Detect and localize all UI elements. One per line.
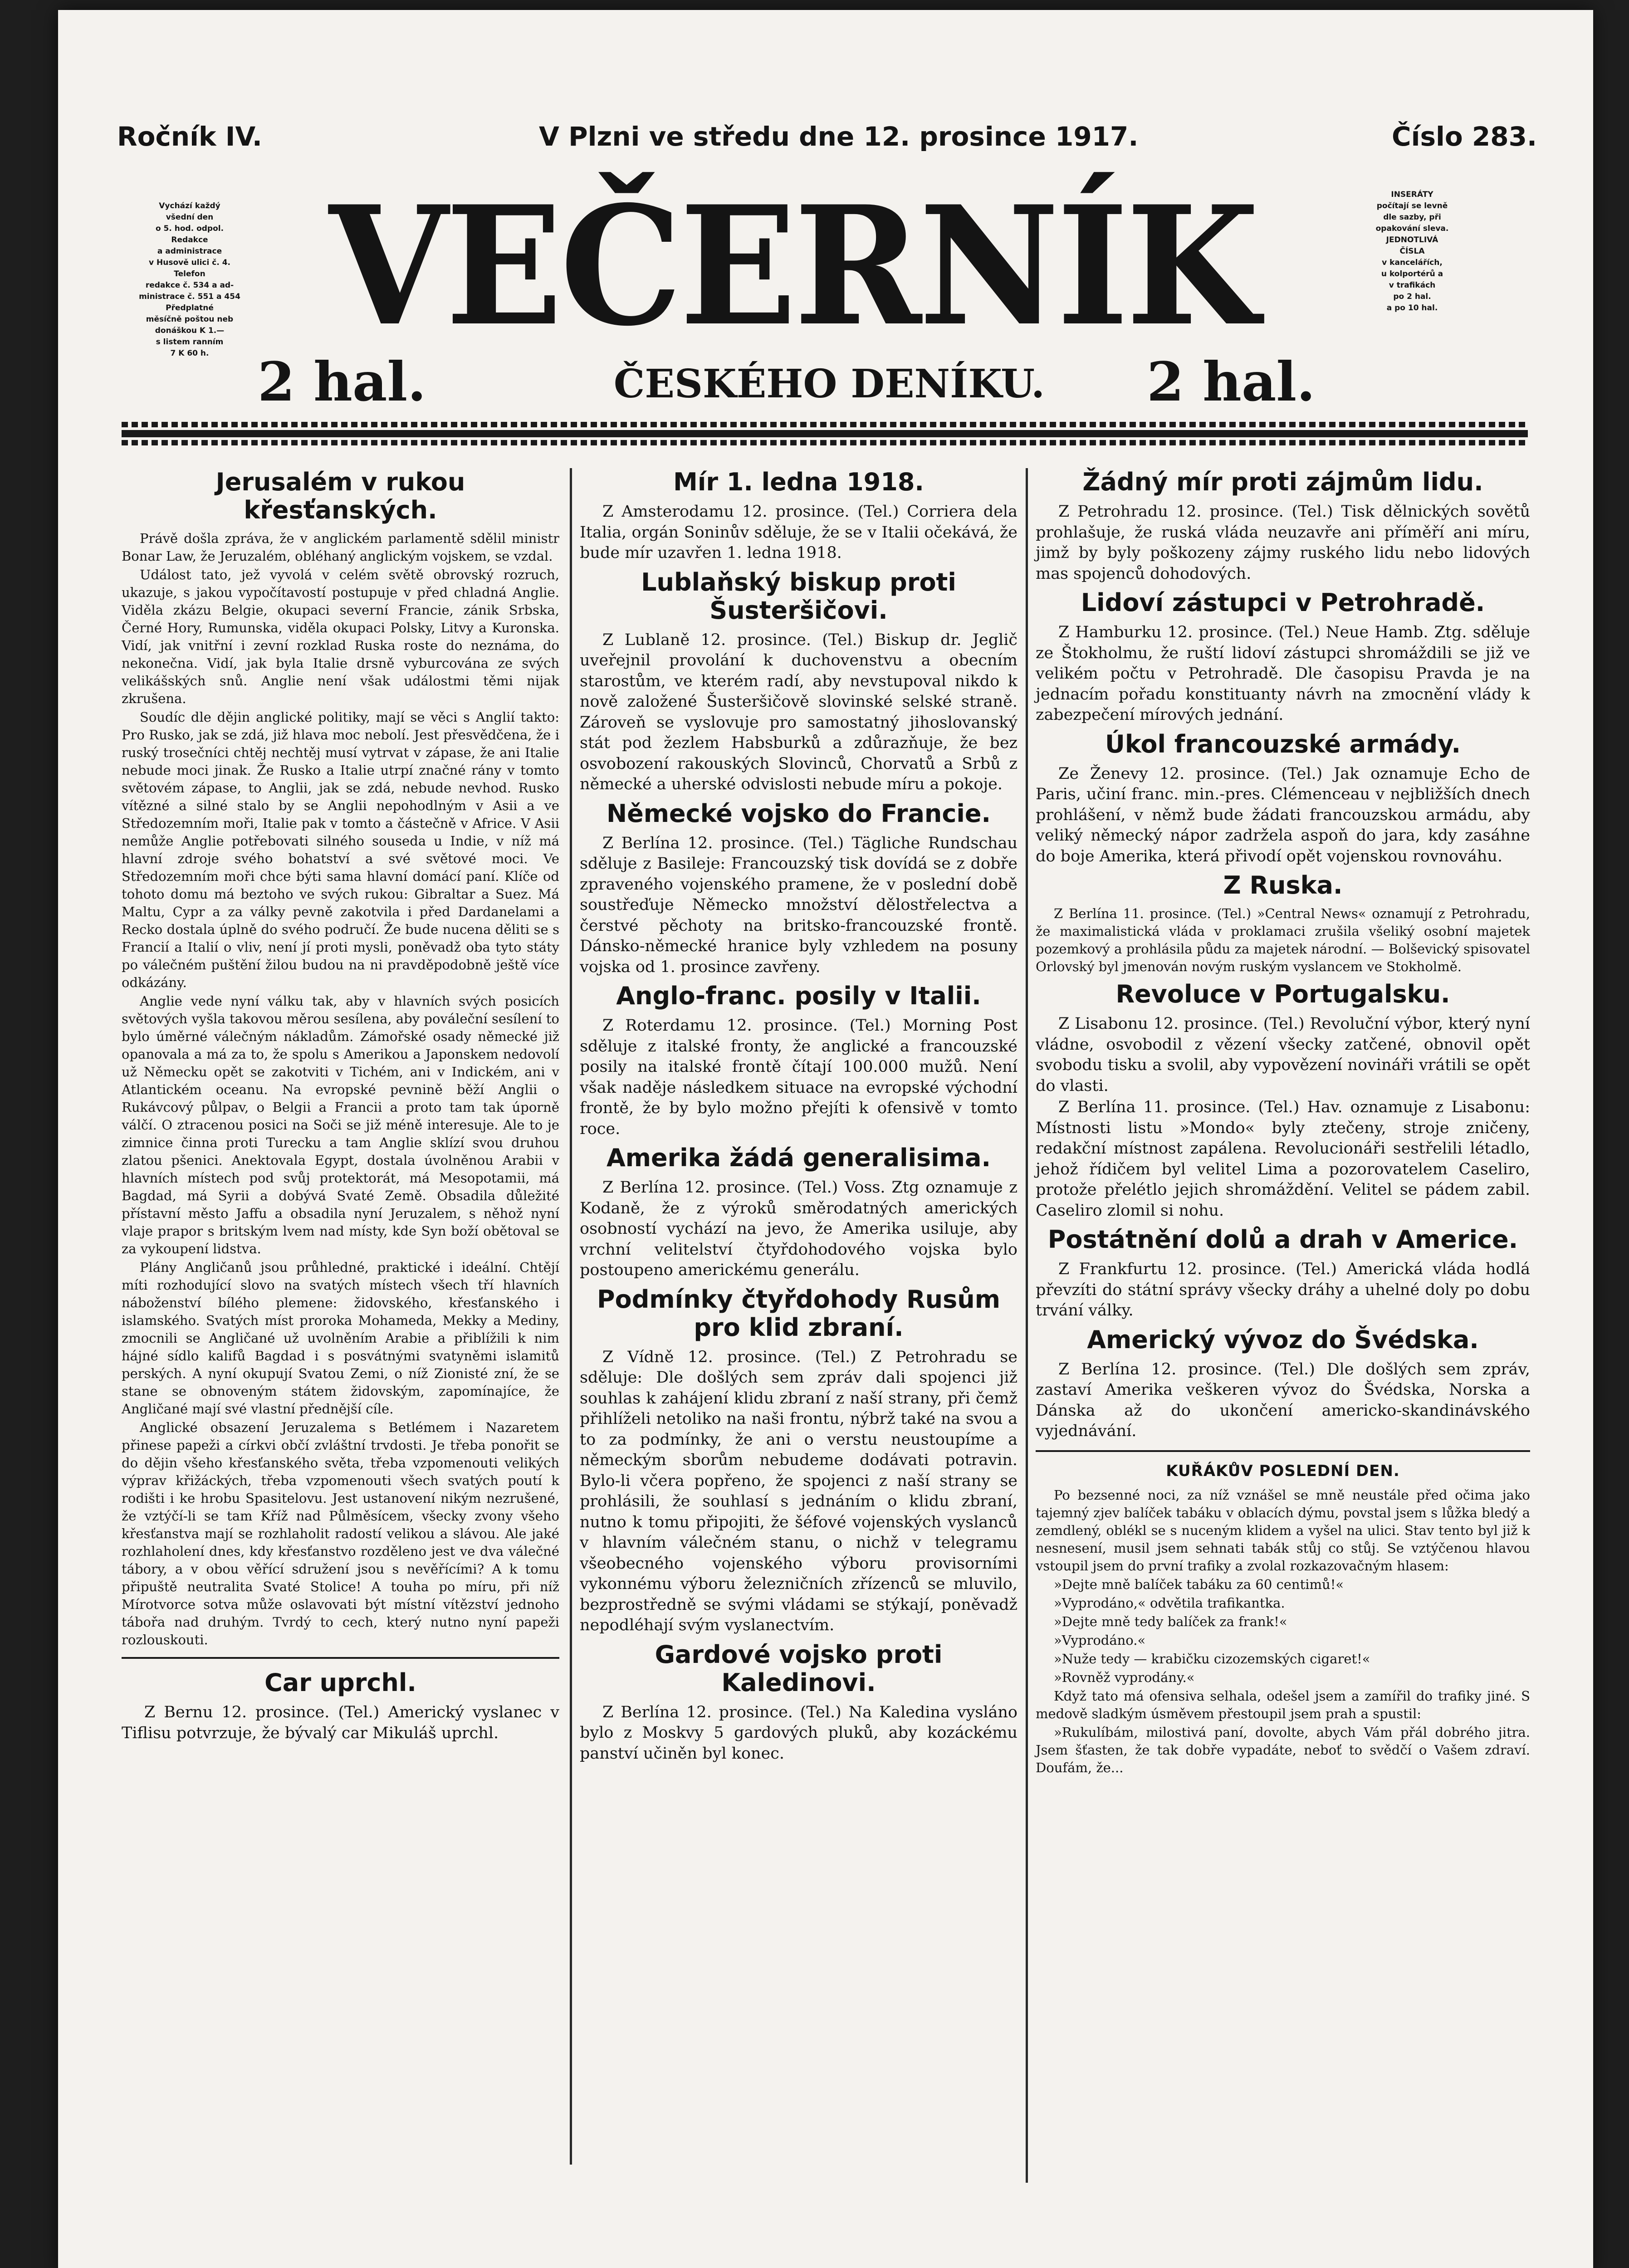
info-line: a po 10 hal. (1386, 303, 1438, 313)
article-paragraph: Z Berlína 11. prosince. (Tel.) Hav. oznamuje z Lisabonu: Místnosti listu »Mondo« byly ztečeny, stroje zničeny, redakční místnost zapálena. Revolucionáři sestřelili létadlo, jehož řídičem byl velitel Lima a pozorovatelem Caseliro, protože přelétlo jejich shromáždění. Velitel se pádem zabil. Caseliro zlomil si nohu. (1036, 1098, 1530, 1220)
article-paragraph: »Dejte mně balíček tabáku za 60 centimů!« (1054, 1576, 1344, 1592)
article-title: Úkol francouzské armády. (1105, 729, 1461, 758)
info-line: a administrace (157, 247, 222, 256)
article-paragraph: Když tato má ofensiva selhala, odešel jsem a zamířil do trafiky jiné. S medově sladkým úsměvem přestoupil jsem prah a spustil: (1036, 1688, 1530, 1721)
article-mir (580, 468, 1018, 564)
article-revoluce-portugalsko (1036, 980, 1530, 1221)
article-paragraph: Právě došla zpráva, že v anglickém parlamentě sdělil ministr Bonar Law, že Jeruzalém, obléhaný anglickým vojskem, se vzdal. (122, 531, 559, 564)
article-postatneni (1036, 1226, 1530, 1321)
column-3 (1036, 468, 1530, 1781)
article-paragraph: »Rukulíbám, milostivá paní, dovolte, abych Vám přál dobrého jitra. Jsem šťasten, že tak dobře vypadáte, neboť to svědčí o Vašem zdraví. Doufám, že... (1036, 1724, 1530, 1775)
article-paragraph: Z Berlína 12. prosince. (Tel.) Dle došlých sem zpráv, zastaví Amerika veškeren vývoz do Švédska, Norska a Dánska až do ukončení americko-skandinávského vyjednávání. (1036, 1360, 1530, 1440)
article-title: Revoluce v Portugalsku. (1115, 980, 1450, 1008)
article-title: Lublaňský biskup proti Šusteršičovi. (641, 567, 956, 625)
column-rule-1 (570, 468, 572, 2165)
article-paragraph: Z Vídně 12. prosince. (Tel.) Z Petrohradu se sděluje: Dle došlých sem zpráv dali spojenci již souhlas k zahájení klidu zbraní z naší strany, při čemž přihlíželi netoliko na naši frontu, nýbrž také na svou a to za podmínky, že ani o verstu neustoupíme a německým sborům nebudeme dodávati potravin. Bylo-li včera popřeno, že spojenci z naší strany se prohlásili, že souhlasí s jednáním o klidu zbraní, nutno k tomu připojiti, že šéfové vojenských vyslanců v hlavním válečném stanu, o nichž v telegramu všeobecného vojenského výboru provisorními vykonnému výboru železničních zřízenců se mluvilo, bezprostředně se svými vládami se stýkají, poněvadž nepodléhají svým vyslanectvím. (580, 1348, 1018, 1634)
article-title: Lidoví zástupci v Petrohradě. (1081, 588, 1485, 617)
info-line: v Husově ulici č. 4. (149, 258, 230, 267)
info-line: opakování sleva. (1375, 224, 1449, 233)
price-right: 2 hal. (1147, 350, 1316, 413)
article-paragraph: »Rovněž vyprodány.« (1054, 1669, 1195, 1685)
article-title: Car uprchl. (264, 1668, 416, 1697)
article-title: Gardové vojsko proti Kaledinovi. (655, 1640, 943, 1697)
article-title: Německé vojsko do Francie. (606, 799, 991, 828)
issue-number: Číslo 283. (1392, 121, 1537, 152)
info-line: ČÍSLA (1399, 247, 1425, 256)
info-line: JEDNOTLIVÁ (1386, 235, 1438, 244)
article-divider (122, 1657, 559, 1659)
article-car-uprchl (122, 1669, 559, 1744)
column-rule-2 (1026, 468, 1028, 2183)
article-title: Americký vývoz do Švédska. (1087, 1325, 1479, 1354)
info-line: všední den (166, 213, 214, 222)
masthead-dash-rule-2 (122, 440, 1528, 445)
article-paragraph: Soudíc dle dějin anglické politiky, mají se věci s Anglií takto: Pro Rusko, jak se zdá, již hlava moc nebolí. Jest přesvědčena, že i ruský trosečníci chtěj nechtěj musí vytrvat v zápase, že ani Italie nebude moci jinak. Že Rusko a Italie utrpí značné rány v tomto světovém zápase, to Anglii, jak se zdá, nebude nevhod. Rusko vítězné a silné stalo by se Anglii nepohodlným v Asii a ve Středozemním moři, Italie pak v tomto a částečně v Africe. V Asii nemůže Anglie potřebovati silného souseda u Indie, v níž má hlavní zdroje svého bohatství a své světové moci. Ve Středozemním moři chce býti sama hlavní domácí paní. Klíče od tohoto domu má beztoho ve svých rukou: Gibraltar a Suez. Má Maltu, Cypr a za války pevně zakotvila i před Dardanelami a Recko dostala úplně do svého područí. Že bude nucena děliti se s Francií a Italií o vliv, není jí proti mysli, poněvadž oba tyto státy po válečném puštění žilou budou na ni pravděpodobně ještě více odkázány. (122, 709, 559, 990)
article-paragraph: Z Berlína 12. prosince. (Tel.) Tägliche Rundschau sděluje z Basileje: Francouzský tisk dovídá se z dobře zpraveného vojenského pramene, že v poslední době soustřeďuje Německo množství dělostřelectva a čerstvé pěchoty na britsko-francouzské frontě. Dánsko-německé hranice byly vzhledem na posuny vojska od 1. prosince zavřeny. (580, 834, 1018, 976)
article-paragraph: Z Amsterodamu 12. prosince. (Tel.) Corriera dela Italia, orgán Soninův sděluje, že se v Italii očekává, že bude mír uzavřen 1. ledna 1918. (580, 503, 1018, 562)
column-1 (122, 468, 559, 1748)
info-line: Předplatné (166, 303, 214, 313)
article-paragraph: »Dejte mně tedy balíček za frank!« (1054, 1613, 1287, 1629)
article-paragraph: Ze Ženevy 12. prosince. (Tel.) Jak oznamuje Echo de Paris, učiní franc. min.-pres. Clémenceau v nejbližších dnech prohlášení, v němž bude žádati francouzskou armádu, aby veliký německý nápor zadržela aspoň do jara, kdy zasáhne do boje Amerika, která přivodí opět vojenskou rovnováhu. (1036, 764, 1530, 865)
info-line: po 2 hal. (1393, 292, 1431, 301)
article-z-ruska (1036, 871, 1530, 976)
article-anglo-franc (580, 982, 1018, 1139)
article-paragraph: Z Petrohradu 12. prosince. (Tel.) Tisk dělnických sovětů prohlašuje, že ruská vláda neuzavře ani příměří ani míru, jimž by byly poškozeny zájmy ruského lidu nebo lidových mas spojenců dohodových. (1036, 503, 1530, 583)
article-jerusalem (122, 468, 559, 1649)
article-nemecke-vojsko (580, 800, 1018, 978)
article-paragraph: »Vyprodáno,« odvětila trafikantka. (1054, 1595, 1285, 1611)
article-paragraph: Z Hamburku 12. prosince. (Tel.) Neue Hamb. Ztg. sděluje ze Štokholmu, že ruští lidoví zástupci shromáždili se již ve velikém počtu v Petrohradě. Dle časopisu Pravda je na jednacím pořadu konstituanty návrh na zmocnění vlády k zabezpečení mírových jednání. (1036, 623, 1530, 724)
feuilleton-divider (1036, 1450, 1530, 1452)
article-title: Z Ruska. (1223, 871, 1343, 899)
info-line: u kolportérů a (1381, 269, 1443, 279)
masthead-subtitle: ČESKÉHO DENÍKU. (613, 361, 1045, 407)
article-paragraph: Z Frankfurtu 12. prosince. (Tel.) Americká vláda hodlá převzíti do státní správy všecky dráhy a uhelné doly po dobu trvání války. (1036, 1260, 1530, 1320)
info-line: Vychází každý (159, 201, 220, 210)
left-info-box (122, 200, 258, 359)
info-line: ministrace č. 551 a 454 (139, 292, 240, 301)
article-paragraph: Z Bernu 12. prosince. (Tel.) Americký vyslanec v Tiflisu potvrzuje, že bývalý car Mikuláš uprchl. (122, 1703, 559, 1742)
article-podminky (580, 1286, 1018, 1636)
article-gardove-vojsko (580, 1641, 1018, 1765)
dateline-bar (117, 112, 1537, 153)
feuilleton-title: KUŘÁKŮV POSLEDNÍ DEN. (1166, 1461, 1400, 1480)
newspaper-page (58, 10, 1593, 2268)
info-line: 7 K 60 h. (170, 349, 209, 358)
article-paragraph: »Vyprodáno.« (1054, 1632, 1146, 1648)
article-paragraph: Anglie vede nyní válku tak, aby v hlavních svých posicích světových vyšla takovou měrou sesílena, aby pováleční sesílení to bylo úměrné válečným nákladům. Zámořské osady německé již opanovala a má za to, že spolu s Amerikou a Japonskem nedovolí už Německu opět se zakotviti v Tichém, ani v Indickém, ani v Atlantickém oceanu. Na evropské pevnině běží Anglii o Rukávcový půlpav, o Belgii a Francii a proto tam tak úporně válčí. O ztracenou posici na Soči se již méně interesuje. Ale to je zimnice činna proti Turecku a tam Anglie sklízí svou druhou zlatou pšenici. Anektovala Egypt, dostala úvolněnou Arabii v hlavních místech pod svůj protektorát, má Mesopotamii, má Bagdad, má Syrii a dobývá Svaté Země. Obsadila důležité přístavní město Jaffu a obsadila nyní Jeruzalem, s něhož nyní vlaje prapor s britským lvem nad místy, kde Syn boží obětoval se za vykoupení lidstva. (122, 993, 559, 1256)
article-paragraph: Událost tato, jež vyvolá v celém světě obrovský rozruch, ukazuje, s jakou vypočítavostí postupuje v před chladná Anglie. Viděla zkázu Belgie, okupaci severní Francie, zánik Srbska, Černé Hory, Rumunska, viděla okupaci Polsky, Litvy a Kuronska. Vidí, jak vnitřní i zevní rozklad Ruska roste do neznáma, do nekonečna. Vidí, jak byla Italie drsně vyburcována ze svých velikášských snů. Anglie není však událostmi těmi nijak zkrušena. (122, 567, 559, 706)
article-title: Anglo-franc. posily v Italii. (616, 982, 981, 1010)
article-title: Amerika žádá generalisima. (606, 1144, 991, 1172)
article-paragraph: Z Lisabonu 12. prosince. (Tel.) Revoluční výbor, který nyní vládne, osvobodil z vězení všecky zatčené, obnovil opět svobodu tisku a svolil, aby vypovězení novináři vrátili se opět do vlasti. (1036, 1015, 1530, 1095)
info-line: Telefon (174, 269, 205, 279)
info-line: Redakce (171, 235, 208, 244)
article-amerika-generalisima (580, 1144, 1018, 1281)
info-line: měsíčně poštou neb (146, 315, 234, 324)
article-vyvoz-svedsko (1036, 1326, 1530, 1442)
info-line: v trafikách (1389, 281, 1436, 290)
article-paragraph: Z Roterdamu 12. prosince. (Tel.) Morning Post sděluje z italské fronty, že anglické a francouzské posily na italské frontě čítají 100.000 mužů. Není však naděje následkem situace na evropské východní frontě, že by bylo možno přejíti k ofensivě v tomto roce. (580, 1017, 1018, 1138)
article-paragraph: Z Berlína 12. prosince. (Tel.) Na Kaledina vysláno bylo z Moskvy 5 gardových pluků, aby kozáckému panství učiněn byl konec. (580, 1703, 1018, 1763)
article-paragraph: Plány Angličanů jsou průhledné, praktické i ideální. Chtějí míti rozhodující slovo na svatých místech všech tří hlavních náboženství bílého plemene: židovského, křesťanského i islamského. Svatých míst proroka Mohameda, Mekky a Mediny, zmocnili se Angličané už uvolněním Arabie a přiblížili k nim hájné sídlo kalifů Bagdad i s posvátnými svatyněmi islamitů perských. A nyní okupují Svatou Zemi, o níž Zionisté zní, že se stane se obnoveným státem židovským, zapomínajíce, že Angličané mají své vlastní přednější cíle. (122, 1260, 559, 1417)
masthead-dash-rule (122, 422, 1528, 427)
volume-label: Ročník IV. (117, 121, 262, 152)
article-paragraph: »Nuže tedy — krabičku cizozemských cigaret!« (1054, 1651, 1370, 1667)
masthead-title: VEČERNÍK (329, 170, 1257, 362)
right-info-box (1342, 189, 1482, 314)
article-zadny-mir (1036, 468, 1530, 584)
info-line: s listem ranním (156, 337, 224, 347)
article-title: Žádný mír proti zájmům lidu. (1082, 468, 1483, 496)
info-line: počítají se levně (1376, 201, 1448, 210)
masthead-rule (122, 430, 1528, 437)
price-left: 2 hal. (258, 350, 426, 413)
article-paragraph: Z Lublaně 12. prosince. (Tel.) Biskup dr. Jeglič uveřejnil provolání k duchovenstvu a obecním starostům, ve kterém radí, aby nevstupoval nikdo k nově založené Šusteršičově slovinské selské straně. Zároveň se vyslovuje pro samostatný jihoslovanský stát pod žezlem Habsburků a zdůrazňuje, že bez osvobození rakouských Slovinců, Chorvatů a Srbů z německé a uherské odvislosti nebude míru a pokoje. (580, 631, 1018, 793)
info-line: dle sazby, při (1383, 213, 1441, 222)
info-line: v kancelářích, (1382, 258, 1443, 267)
info-line: donáškou K 1.— (155, 326, 225, 335)
info-line: INSERÁTY (1391, 190, 1433, 199)
article-paragraph: Po bezsenné noci, za níž vznášel se mně neustále před očima jako tajemný zjev balíček tabáku v oblacích dýmu, povstal jsem s lůžka bledý a zemdlený, oblékl se s nuceným klidem a vyšel na ulici. Stav tento byl již k nesnesení, musil jsem sehnati tabák stůj co stůj. Se vztýčenou hlavou vstoupil jsem do první trafiky a zvolal rozkazovačným hlasem: (1036, 1487, 1530, 1574)
article-paragraph: Z Berlína 11. prosince. (Tel.) »Central News« oznamují z Petrohradu, že maximalistická vláda v proklamaci zrušila všeliký osobní majetek pozemkový a prohlásila půdu za majetek národní. — Bolševický spisovatel Orlovský byl jmenován novým ruským vyslancem ve Stokholmě. (1036, 906, 1530, 974)
info-line: o 5. hod. odpol. (155, 224, 224, 233)
info-line: redakce č. 534 a ad- (145, 281, 234, 290)
article-paragraph: Z Berlína 12. prosince. (Tel.) Voss. Ztg oznamuje z Kodaně, že z výroků směrodatných amerických osobností vychází na jevo, že Amerika usiluje, aby vrchní velitelství čtyřdohodového vojska bylo postoupeno americkému generálu. (580, 1178, 1018, 1279)
article-title: Mír 1. ledna 1918. (673, 468, 924, 496)
article-title: Podmínky čtyřdohody Rusům pro klid zbraní. (597, 1285, 1000, 1342)
article-title: Postátnění dolů a drah v Americe. (1047, 1225, 1518, 1254)
feuilleton-kurakuv-den (1036, 1462, 1530, 1777)
article-lidovi-zastupci (1036, 589, 1530, 726)
article-lublansky-biskup (580, 568, 1018, 795)
column-2 (580, 468, 1018, 1769)
article-title: Jerusalém v rukou křesťanských. (215, 468, 465, 524)
article-ukol-armady (1036, 730, 1530, 867)
dateline: V Plzni ve středu dne 12. prosince 1917. (539, 121, 1139, 152)
article-paragraph: Anglické obsazení Jeruzalema s Betlémem i Nazaretem přinese papeži a církvi občí zvláštní trvdosti. Je třeba ponořit se do dějin všeho křesťanského světa, třeba vzpomenouti velikých výprav křižáckých, třeba vzpomenouti všech svatých poutí k rodišti i ke hrobu Spasitelovu. Jest ustanovení nikým nezrušené, že vztýčí-li se tam Kříž nad Půlměsícem, všecky zvony všeho křesťanstva mají se rozhlaholit radostí velikou a slávou. Ale jaké rozhlaholení dnes, kdy křesťanstvo rozděleno jest ve dva válečné tábory, a v obou věřící sdružení jsou s nevěřícími? A k tomu připuště neutralita Svaté Stolice! A touha po míru, při níž Mírotvorce sotva může oslavovati být místní vítězství jednoho tábořa nad druhým. Tvrdý to cech, který nutno nyní papeži rozlouskouti. (122, 1420, 559, 1647)
